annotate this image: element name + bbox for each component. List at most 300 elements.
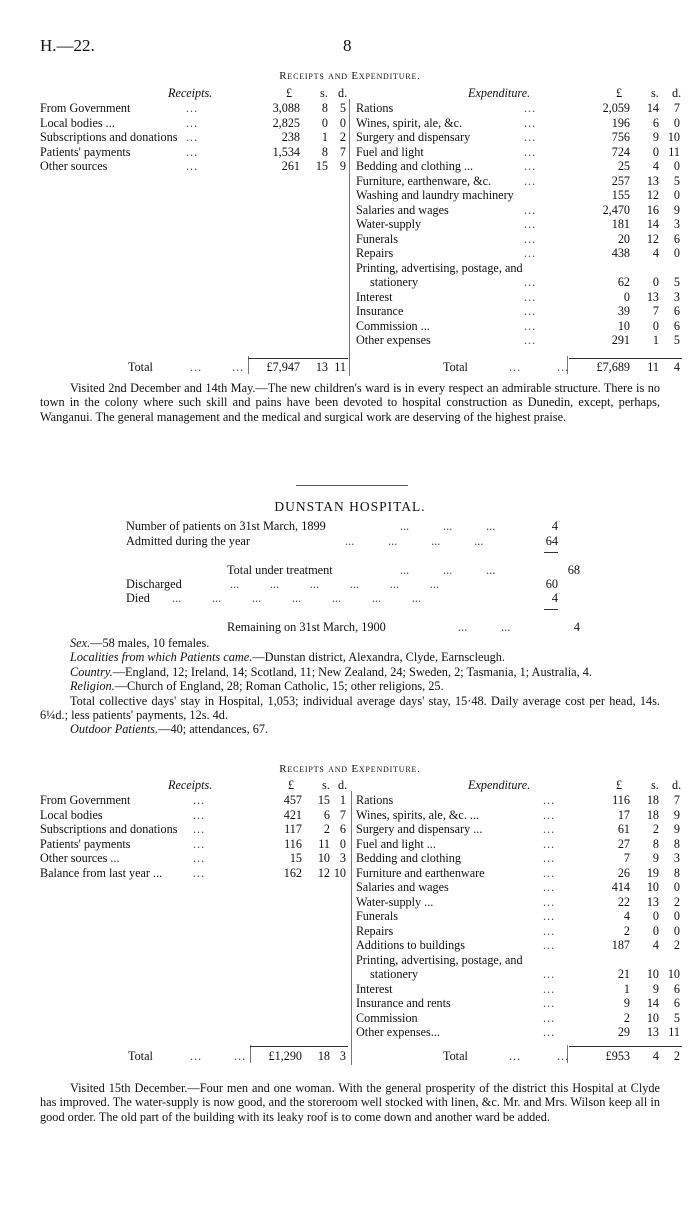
- leader-dots: ...: [193, 822, 206, 836]
- shillings-value: 2: [323, 822, 330, 836]
- pence-value: 10: [667, 967, 680, 981]
- pounds-value: 181: [611, 217, 630, 231]
- shillings-value: 9: [652, 851, 659, 865]
- pence-value: 11: [668, 144, 680, 159]
- column-rule: [351, 791, 352, 1065]
- expenditure-label: Salaries and wages: [356, 202, 449, 217]
- pounds-value: 438: [611, 246, 630, 260]
- pence-value: 0: [673, 246, 680, 260]
- leader-dots: ...: [543, 894, 556, 909]
- pounds-value: 2,059: [602, 101, 630, 115]
- expenditure-label: Fuel and light: [356, 144, 424, 159]
- expenditure-label: Furniture, earthenware, &c.: [356, 173, 492, 188]
- expenditure-total-pence: 4: [673, 360, 680, 374]
- receipts-total-label: Total: [128, 360, 153, 374]
- pounds-value: 4: [623, 909, 630, 923]
- expenditure-label: Washing and laundry machinery: [356, 188, 514, 202]
- expenditure-currency-header: d.: [672, 86, 682, 100]
- leader-dots: ...: [543, 865, 556, 880]
- expenditure-currency-header: s.: [651, 86, 659, 100]
- leader-dots: ...: [557, 1049, 570, 1063]
- shillings-value: 11: [318, 836, 330, 851]
- expenditure-label: Interest: [356, 981, 393, 996]
- shillings-value: 4: [652, 938, 659, 952]
- shillings-value: 6: [652, 115, 659, 130]
- shillings-value: 13: [646, 1025, 659, 1039]
- receipt-label: From Government: [40, 101, 131, 115]
- leader-dots: ...: [543, 793, 556, 807]
- leader-dots: ...: [543, 967, 556, 981]
- total-rule: [248, 358, 348, 359]
- receipts-currency-header: d.: [338, 778, 348, 792]
- receipts-currency-header: s.: [322, 778, 330, 792]
- leader-dots: ...: [543, 880, 556, 894]
- expenditure-label: Water-supply ...: [356, 894, 434, 909]
- expenditure-label: Bedding and clothing: [356, 851, 461, 865]
- leader-dots: ...: [193, 865, 206, 880]
- pence-value: 3: [673, 217, 680, 231]
- leader-dots: ...: [186, 101, 199, 115]
- pence-value: 0: [339, 836, 346, 851]
- expenditure-total-label: Total: [443, 360, 468, 374]
- shillings-value: [632, 953, 659, 968]
- shillings-value: 9: [652, 981, 659, 996]
- dots: ... ... ... ... ... ... ...: [172, 591, 422, 605]
- pence-value: 3: [673, 851, 680, 865]
- leader-dots: ...: [543, 836, 556, 851]
- receipts-total-shillings: 18: [317, 1049, 330, 1063]
- shillings-value: 4: [652, 246, 659, 260]
- expenditure-label: Rations: [356, 101, 394, 115]
- dunstan-remarks: [40, 1081, 660, 1124]
- leader-dots: ...: [524, 304, 537, 318]
- receipts-total-pounds: £7,947: [266, 360, 300, 374]
- expenditure-label: Surgery and dispensary: [356, 130, 471, 144]
- dunedin-remarks: [40, 381, 660, 424]
- leader-dots: ...: [524, 217, 537, 231]
- receipts-total-pence: 3: [339, 1049, 346, 1063]
- shillings-value: 18: [646, 807, 659, 822]
- sex-label: Sex.: [70, 636, 91, 650]
- pounds-value: 238: [281, 130, 300, 144]
- died-value: 4: [551, 591, 558, 605]
- shillings-value: 1: [321, 130, 328, 144]
- shillings-value: 14: [646, 996, 659, 1010]
- remaining-label: Remaining on 31st March, 1900: [227, 620, 386, 634]
- pence-value: 6: [673, 231, 680, 246]
- pounds-value: 20: [617, 231, 630, 246]
- leader-dots: ...: [524, 231, 537, 246]
- pence-value: 0: [673, 909, 680, 923]
- pounds-value: 261: [281, 159, 300, 173]
- pence-value: 5: [673, 1010, 680, 1025]
- shillings-value: 0: [321, 115, 328, 130]
- pence-value: 9: [673, 822, 680, 836]
- expenditure-label: Rations: [356, 793, 394, 807]
- expenditure-label: Funerals: [356, 909, 398, 923]
- pence-value: 11: [668, 1025, 680, 1039]
- pence-value: 8: [673, 865, 680, 880]
- admitted-label: Admitted during the year: [126, 534, 250, 548]
- leader-dots: ...: [524, 202, 537, 217]
- leader-dots: ...: [186, 130, 199, 144]
- receipt-label: Local bodies: [40, 807, 103, 822]
- pence-value: 3: [673, 289, 680, 304]
- expenditure-label: Printing, advertising, postage, and: [356, 952, 523, 967]
- leader-dots: ...: [193, 851, 206, 865]
- pence-value: 7: [673, 101, 680, 115]
- admitted-value: 64: [545, 534, 558, 548]
- country-label: Country.: [70, 664, 113, 679]
- pence-value: 5: [673, 173, 680, 188]
- shillings-value: 6: [323, 807, 330, 822]
- expenditure-label: Funerals: [356, 231, 398, 246]
- leader-dots: ...: [190, 360, 203, 374]
- pence-value: 5: [673, 275, 680, 289]
- pounds-value: 39: [617, 304, 630, 318]
- expenditure-label: Repairs: [356, 246, 394, 260]
- shillings-value: 16: [646, 202, 659, 217]
- dunstan-section-title: Receipts and Expenditure.: [279, 763, 421, 775]
- pounds-value: 155: [611, 188, 630, 202]
- expenditure-total-pounds: £953: [605, 1049, 630, 1063]
- pounds-value: 117: [284, 822, 302, 836]
- pounds-value: 187: [611, 938, 630, 952]
- total-treatment-value: 68: [567, 563, 580, 577]
- leader-dots: ...: [543, 1010, 556, 1025]
- pounds-value: 457: [283, 793, 302, 807]
- receipts-currency-header: £: [286, 86, 293, 100]
- pounds-value: 62: [617, 275, 630, 289]
- expenditure-label: Additions to buildings: [356, 938, 466, 952]
- total-rule: [250, 1046, 348, 1047]
- shillings-value: 19: [646, 865, 659, 880]
- country-text: —England, 12; Ireland, 14; Scotland, 11; New Zealand, 24; Sweden, 2; Tasmania, 1; Australia, 4.: [112, 664, 593, 679]
- shillings-value: 15: [317, 793, 330, 807]
- pounds-value: 2: [623, 1010, 630, 1025]
- pounds-value: 2,825: [272, 115, 300, 130]
- receipt-label: Subscriptions and donations: [40, 822, 178, 836]
- expenditure-label: Interest: [356, 289, 393, 304]
- pence-value: 10: [667, 130, 680, 144]
- leader-dots: ...: [524, 289, 537, 304]
- pounds-value: 162: [283, 865, 302, 880]
- leader-dots: ...: [543, 909, 556, 923]
- shillings-value: 13: [646, 289, 659, 304]
- pence-value: 8: [673, 836, 680, 851]
- pence-value: 6: [339, 822, 346, 836]
- pounds-value: 10: [617, 318, 630, 333]
- pounds-value: 17: [617, 807, 630, 822]
- shillings-value: 10: [317, 851, 330, 865]
- discharged-label: Discharged: [126, 577, 182, 591]
- pounds-value: 2: [623, 923, 630, 938]
- dots: ... ... ... ...: [345, 534, 484, 548]
- discharged-value: 60: [545, 577, 558, 591]
- pence-value: [661, 261, 680, 276]
- expenditure-total-shillings: 11: [647, 360, 659, 374]
- pounds-value: 22: [617, 894, 630, 909]
- shillings-value: [632, 261, 659, 276]
- shillings-value: 12: [646, 231, 659, 246]
- shillings-value: 7: [652, 304, 659, 318]
- leader-dots: ...: [524, 173, 537, 188]
- leader-dots: ...: [557, 360, 570, 374]
- pence-value: 0: [339, 115, 346, 130]
- expenditure-label: Commission ...: [356, 318, 430, 333]
- leader-dots: ...: [524, 318, 537, 333]
- localities-label: Localities from which Patients came.: [70, 650, 253, 665]
- receipts-total-label: Total: [128, 1049, 153, 1063]
- pence-value: 9: [339, 159, 346, 173]
- dunedin-remarks-text: Visited 2nd December and 14th May.—The new children's ward is in every respect an admirable structure. There is no town in the colony where such skill and pains have been devoted to hospital construction as Dunedin, except, perhaps, Wanganui. The general management and the medical and surgical work are deserving of the highest praise.: [40, 381, 660, 424]
- leader-dots: ...: [509, 360, 522, 374]
- shillings-value: 0: [652, 144, 659, 159]
- outdoor-label: Outdoor Patients.: [70, 722, 159, 737]
- pounds-value: 116: [284, 836, 302, 851]
- expenditure-label: Insurance: [356, 304, 404, 318]
- died-label: Died: [126, 591, 150, 605]
- leader-dots: ...: [186, 159, 199, 173]
- pence-value: 9: [673, 202, 680, 217]
- pounds-value: [507, 953, 630, 968]
- pence-value: 9: [673, 807, 680, 822]
- leader-dots: ...: [543, 938, 556, 952]
- sum-rule: [544, 552, 558, 553]
- sex-text: —58 males, 10 females.: [90, 636, 210, 650]
- pence-value: 2: [673, 938, 680, 952]
- leader-dots: ...: [193, 793, 206, 807]
- total-rule: [569, 358, 682, 359]
- receipts-total-shillings: 13: [315, 360, 328, 374]
- shillings-value: 10: [646, 1010, 659, 1025]
- expenditure-label: Printing, advertising, postage, and: [356, 260, 523, 275]
- religion-label: Religion.: [70, 679, 115, 694]
- dots: ... ...: [458, 620, 511, 634]
- leader-dots: ...: [543, 1025, 556, 1039]
- leader-dots: ...: [524, 159, 537, 173]
- shillings-value: 0: [652, 318, 659, 333]
- pounds-value: 27: [617, 836, 630, 851]
- expenditure-heading: Expenditure.: [468, 86, 531, 100]
- column-rule: [349, 99, 350, 376]
- receipt-label: Local bodies ...: [40, 115, 115, 130]
- expenditure-label: Commission: [356, 1010, 418, 1025]
- expenditure-currency-header: s.: [651, 778, 659, 792]
- leader-dots: ...: [186, 115, 199, 130]
- pence-value: 0: [673, 159, 680, 173]
- receipt-label: Other sources ...: [40, 851, 120, 865]
- religion-text: —Church of England, 28; Roman Catholic, 15; other religions, 25.: [114, 679, 444, 694]
- patients-start-value: 4: [551, 519, 558, 533]
- sum-rule: [544, 609, 558, 610]
- receipt-label: From Government: [40, 793, 131, 807]
- pence-value: 6: [673, 318, 680, 333]
- shillings-value: 9: [652, 130, 659, 144]
- expenditure-label: stationery: [370, 967, 419, 981]
- expenditure-label: Water-supply: [356, 217, 422, 231]
- shillings-value: 12: [646, 188, 659, 202]
- pounds-value: 756: [611, 130, 630, 144]
- expenditure-currency-header: d.: [672, 778, 682, 792]
- pence-value: 0: [673, 923, 680, 938]
- shillings-value: 10: [646, 967, 659, 981]
- dots: ... ... ...: [400, 563, 496, 577]
- shillings-value: 13: [646, 173, 659, 188]
- total-rule: [569, 1046, 682, 1047]
- pounds-value: 1: [623, 981, 630, 996]
- shillings-value: 0: [652, 275, 659, 289]
- receipt-label: Subscriptions and donations: [40, 130, 178, 144]
- expenditure-label: Surgery and dispensary ...: [356, 822, 483, 836]
- pounds-value: 29: [617, 1025, 630, 1039]
- expenditure-label: Fuel and light ...: [356, 836, 436, 851]
- remaining-value: 4: [573, 620, 580, 634]
- page-series: H.—22.: [40, 36, 95, 55]
- pence-value: 2: [339, 130, 346, 144]
- section-divider: [296, 485, 408, 486]
- pounds-value: 116: [612, 793, 630, 807]
- pence-value: 5: [339, 101, 346, 115]
- dunedin-section-title: Receipts and Expenditure.: [279, 70, 421, 82]
- pence-value: 0: [673, 115, 680, 130]
- leader-dots: ...: [524, 130, 537, 144]
- pounds-value: 3,088: [272, 101, 300, 115]
- leader-dots: ...: [543, 923, 556, 938]
- shillings-value: 10: [646, 880, 659, 894]
- leader-dots: ...: [524, 333, 537, 347]
- pounds-value: 291: [611, 333, 630, 347]
- receipts-currency-header: £: [288, 778, 295, 792]
- receipt-label: Other sources: [40, 159, 108, 173]
- expenditure-label: Salaries and wages: [356, 880, 449, 894]
- pence-value: 5: [673, 333, 680, 347]
- pence-value: 2: [673, 894, 680, 909]
- leader-dots: ...: [190, 1049, 203, 1063]
- dots: ... ... ... ... ... ...: [230, 577, 440, 591]
- expenditure-currency-header: £: [616, 86, 623, 100]
- total-treatment-label: Total under treatment: [227, 563, 333, 577]
- expenditure-label: Other expenses...: [356, 1025, 440, 1039]
- shillings-value: 14: [646, 101, 659, 115]
- receipts-currency-header: d.: [338, 86, 348, 100]
- leader-dots: ...: [234, 1049, 247, 1063]
- pounds-value: 25: [617, 159, 630, 173]
- leader-dots: ...: [524, 275, 537, 289]
- receipts-total-pounds: £1,290: [268, 1049, 302, 1063]
- receipts-heading: Receipts.: [168, 86, 213, 100]
- receipts-total-pence: 11: [334, 360, 346, 374]
- leader-dots: ...: [524, 115, 537, 130]
- receipt-label: Balance from last year ...: [40, 865, 163, 880]
- pounds-value: 0: [623, 289, 630, 304]
- pounds-value: 414: [611, 880, 630, 894]
- shillings-value: 14: [646, 217, 659, 231]
- shillings-value: 13: [646, 894, 659, 909]
- expenditure-label: Bedding and clothing ...: [356, 159, 474, 173]
- collective-text: Total collective days' stay in Hospital, 1,053; individual average days' stay, 15·48. Daily average cost per head, 14s. 6¼d.; less patients' payments, 12s. 4d.: [40, 693, 660, 723]
- pence-value: 0: [673, 188, 680, 202]
- leader-dots: ...: [524, 246, 537, 260]
- shillings-value: 0: [652, 923, 659, 938]
- pence-value: 10: [333, 865, 346, 880]
- pounds-value: 7: [623, 851, 630, 865]
- expenditure-total-pence: 2: [673, 1049, 680, 1063]
- expenditure-label: Other expenses: [356, 333, 431, 347]
- expenditure-label: Insurance and rents: [356, 996, 451, 1010]
- expenditure-currency-header: £: [616, 778, 623, 792]
- localities-text: —Dunstan district, Alexandra, Clyde, Earnscleugh.: [252, 650, 505, 665]
- pence-value: 6: [673, 996, 680, 1010]
- dots: ... ... ...: [400, 519, 496, 533]
- pence-value: [661, 953, 680, 968]
- expenditure-total-shillings: 4: [652, 1049, 659, 1063]
- receipt-label: Patients' payments: [40, 144, 131, 159]
- pounds-value: 26: [617, 865, 630, 880]
- pounds-value: [507, 261, 630, 276]
- pounds-value: 61: [617, 822, 630, 836]
- leader-dots: ...: [509, 1049, 522, 1063]
- expenditure-heading: Expenditure.: [468, 778, 531, 792]
- page-number: 8: [343, 36, 352, 55]
- pence-value: 1: [339, 793, 346, 807]
- pounds-value: 724: [611, 144, 630, 159]
- pounds-value: 257: [611, 173, 630, 188]
- pence-value: 3: [339, 851, 346, 865]
- expenditure-total-label: Total: [443, 1049, 468, 1063]
- leader-dots: ...: [543, 981, 556, 996]
- pence-value: 6: [673, 981, 680, 996]
- patients-start-label: Number of patients on 31st March, 1899: [126, 519, 326, 533]
- expenditure-label: Wines, spirits, ale, &c. ...: [356, 807, 480, 822]
- receipts-currency-header: s.: [320, 86, 328, 100]
- shillings-value: 18: [646, 793, 659, 807]
- leader-dots: ...: [232, 360, 245, 374]
- pounds-value: 1,534: [272, 144, 300, 159]
- expenditure-label: Repairs: [356, 923, 394, 938]
- pence-value: 7: [339, 144, 346, 159]
- pence-value: 0: [673, 880, 680, 894]
- shillings-value: 0: [652, 909, 659, 923]
- outdoor-text: —40; attendances, 67.: [158, 722, 269, 737]
- leader-dots: ...: [543, 851, 556, 865]
- pence-value: 7: [673, 793, 680, 807]
- pounds-value: 21: [617, 967, 630, 981]
- leader-dots: ...: [524, 144, 537, 159]
- pounds-value: 2,470: [602, 202, 630, 217]
- expenditure-label: Furniture and earthenware: [356, 865, 485, 880]
- pounds-value: 9: [623, 996, 630, 1010]
- receipts-heading: Receipts.: [168, 778, 213, 792]
- leader-dots: ...: [543, 996, 556, 1010]
- pence-value: 7: [339, 807, 346, 822]
- shillings-value: 8: [321, 144, 328, 159]
- expenditure-label: stationery: [370, 275, 419, 289]
- leader-dots: ...: [186, 144, 199, 159]
- pounds-value: 196: [611, 115, 630, 130]
- shillings-value: 8: [652, 836, 659, 851]
- receipt-label: Patients' payments: [40, 836, 131, 851]
- shillings-value: 1: [652, 333, 659, 347]
- pence-value: 6: [673, 304, 680, 318]
- dunstan-remarks-text: Visited 15th December.—Four men and one woman. With the general prosperity of the district this Hospital at Clyde has improved. The water-supply is now good, and the storeroom well stocked with linen, &c. Mr. and Mrs. Wilson keep all in good order. The old part of the building with its leaky roof is to come down and another ward be added.: [40, 1081, 660, 1124]
- leader-dots: ...: [543, 807, 556, 822]
- shillings-value: 15: [315, 159, 328, 173]
- shillings-value: 2: [652, 822, 659, 836]
- dunstan-hospital-title: DUNSTAN HOSPITAL.: [274, 499, 426, 514]
- expenditure-label: Wines, spirit, ale, &c.: [356, 115, 463, 130]
- shillings-value: 8: [321, 101, 328, 115]
